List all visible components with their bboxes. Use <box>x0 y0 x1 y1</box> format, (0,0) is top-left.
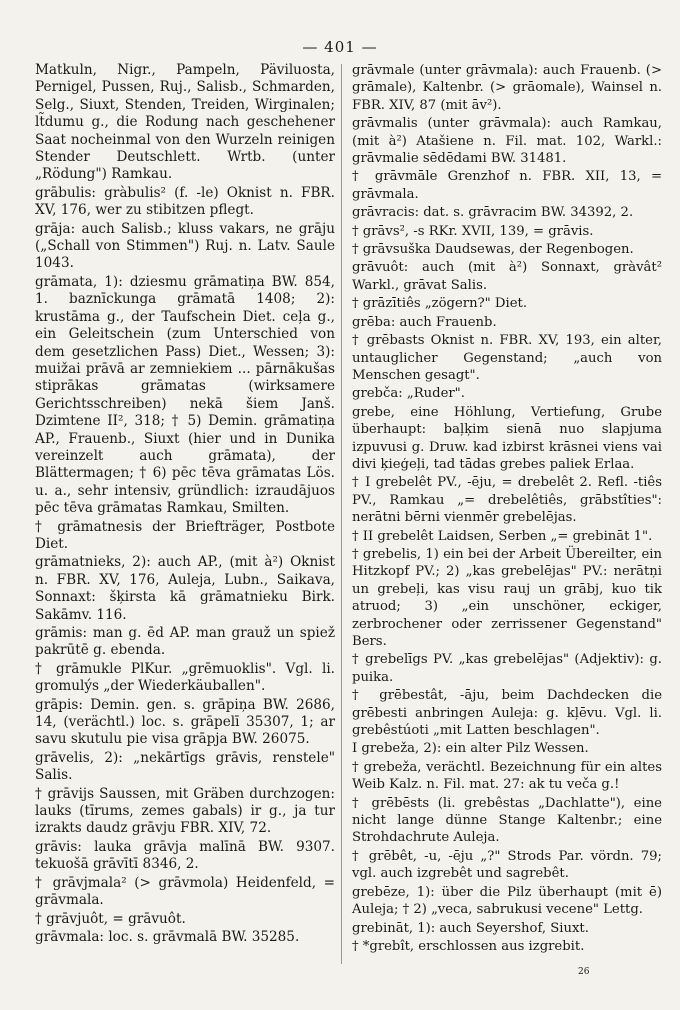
dictionary-entry: grāmatnieks, 2): auch AP., (mit à²) Oknist n. FBR. XV, 176, Auleja, Lubn., Saikava, Sonnaxt: šķirsta kā grāmatnieku Birk. Sakāmv. 116. <box>35 554 335 623</box>
column-divider <box>341 64 342 964</box>
dictionary-entry: † grāmatnesis der Briefträger, Postbote Diet. <box>35 518 335 552</box>
dictionary-entry: † grāzītiês „zögern?" Diet. <box>352 296 528 312</box>
dictionary-entry: grebe, eine Höhlung, Vertiefung, Grube überhaupt: baļķim sienā nuo slapjuma izpuvusi g. Druw. kad izbirst krāsnei viens vai divi ķieģeļi, tad tādas grebes paliek Erlaa. <box>352 404 662 472</box>
dictionary-entry: † grebeža, verächtl. Bezeichnung für ein altes Weib Kalz. n. Fil. mat. 27: ak tu veča g.! <box>352 759 662 793</box>
dictionary-entry: grāvelis, 2): „nekārtīgs grāvis, renstele" Salis. <box>35 749 335 784</box>
dictionary-entry: Matkuln, Nigr., Pampeln, Päviluosta, Pernigel, Pussen, Ruj., Salisb., Schmarden, Selg., Siuxt, Stenden, Treiden, Wirginalen; lt̃dumu g., die Rodung nach geschehener Saat nocheinmal von den Wurzeln reinigen Stender Deutschlett. Wrtb. (unter „Rödung") Ramkau. <box>35 62 335 183</box>
dictionary-entry: grāja: auch Salisb.; kluss vakars, ne grāju („Schall von Stimmen") Ruj. n. Latv. Saule 1043. <box>35 220 335 272</box>
dictionary-entry: grāmis: man g. ēd AP. man grauž un spiež pakrūtē g. ebenda. <box>35 625 335 659</box>
dictionary-entry: † grāvmāle Grenzhof n. FBR. XII, 13, = grāvmala. <box>352 169 662 202</box>
dictionary-entry: † grāvjmala² (> grāvmola) Heidenfeld, = grāvmala. <box>35 874 335 909</box>
signature-mark: 26 <box>578 967 590 977</box>
dictionary-entry: † *grebît, erschlossen aus izgrebit. <box>352 938 585 954</box>
dictionary-entry: grebināt, 1): auch Seyershof, Siuxt. <box>352 920 589 936</box>
dictionary-entry: † grāvijs Saussen, mit Gräben durchzogen: lauks (tīrums, zemes gabals) ir g., ja tur izrakts daudz grāvju FBR. XIV, 72. <box>35 785 335 837</box>
dictionary-entry: † grāvs², -s RKr. XVII, 139, = grāvis. <box>352 223 594 239</box>
dictionary-entry: † II grebelêt Laidsen, Serben „= grebināt 1". <box>352 528 653 544</box>
dictionary-entry: † grēbasts Oknist n. FBR. XV, 193, ein alter, untauglicher Gegenstand; „auch von Menschen gesagt". <box>352 333 662 383</box>
dictionary-entry: grāvracis: dat. s. grāvracim BW. 34392, 2. <box>352 205 634 221</box>
dictionary-entry: grāvuôt: auch (mit à²) Sonnaxt, gràvât² Warkl., grāvat Salis. <box>352 260 662 293</box>
dictionary-entry: grāvmalis (unter grāvmala): auch Ramkau, (mit à²) Atašiene n. Fil. mat. 102, Warkl.: grāvmalie sēdēdami BW. 31481. <box>352 116 662 167</box>
dictionary-entry: I grebeža, 2): ein alter Pilz Wessen. <box>352 741 589 757</box>
dictionary-entry: † grēbēsts (li. grebêstas „Dachlatte"), eine nicht lange dünne Stange Kaltenbr.; eine Strohdachrute Auleja. <box>352 795 662 846</box>
left-column <box>35 62 335 947</box>
dictionary-entry: † grāvjuôt, = grāvuôt. <box>35 910 186 927</box>
dictionary-entry: grebča: „Ruder". <box>352 386 465 402</box>
dictionary-entry: grāpis: Demin. gen. s. grāpiņa BW. 2686, 14, (verächtl.) loc. s. grāpelī 35307, 1; ar savu skutulu pie visa grāpja BW. 26075. <box>35 696 335 748</box>
dictionary-entry: grābulis: gràbulis² (f. -le) Oknist n. FBR. XV, 176, wer zu stibitzen pflegt. <box>35 184 335 219</box>
dictionary-entry: † grebelis, 1) ein bei der Arbeit Übereilter, ein Hitzkopf PV.; 2) „kas grebelējas" PV.: nerātņi un grebeļi, kas visu rauj un grābj, kuo tik atruod; 3) „ein unschöner, eckiger, zerbrochener oder zerrissener Gegenstand" Bers. <box>352 546 662 649</box>
dictionary-entry: † grāvsuška Daudsewas, der Regenbogen. <box>352 242 634 258</box>
dictionary-entry: grāvmala: loc. s. grāvmalā BW. 35285. <box>35 928 300 945</box>
dictionary-entry: grāvmale (unter grāvmala): auch Frauenb. (> grāmale), Kaltenbr. (> grāomale), Wainsel n. FBR. XIV, 87 (mit āv²). <box>352 63 662 113</box>
dictionary-entry: grāmata, 1): dziesmu grāmatiņa BW. 854, 1. baznīckunga grāmatā 1408; 2): krustāma g., der Taufschein Diet. ceļa g., ein Geleitschein (zum Unterschied von dem gesetzlichen Pass) Diet., Wessen; 3): muižai prāvā ar zemniekiem ... pārnākušas stiprākas grāmatas (wirksamere Gerichtsschreiben) nekā šiem Janš. Dzimtene II², 318; † 5) Demin. grāmatiņa AP., Frauenb., Siuxt (hier und in Dunika vereinzelt auch grāmata), der Blättermagen; † 6) pēc tēva grāmatas Lös. u. a., sehr intensiv, gründlich: izraudājuos pēc tēva grāmatas Ramkau, Smilten. <box>35 273 335 517</box>
dictionary-entry: † grēbestât, -āju, beim Dachdecken die grēbesti anbringen Auleja: g. kļēvu. Vgl. li. grebêstúoti „mit Latten beschlagen". <box>352 688 662 739</box>
page-number: — 401 — <box>302 38 378 56</box>
dictionary-entry: † I grebelêt PV., -ēju, = drebelêt 2. Refl. -tiês PV., Ramkau „= drebelêtiês, grābstîties": nerātni bērni vienmēr grebelējas. <box>352 475 662 526</box>
dictionary-entry: grāvis: lauka grāvja malīnā BW. 9307. tekuošā grāvītī 8346, 2. <box>35 838 335 873</box>
dictionary-entry: grēba: auch Frauenb. <box>352 314 497 330</box>
dictionary-entry: † grebelīgs PV. „kas grebelējas" (Adjektiv): g. puika. <box>352 652 662 685</box>
dictionary-entry: † grāmukle PlKur. „grēmuoklis". Vgl. li. gromulýs „der Wiederkäuballen". <box>35 660 335 695</box>
dictionary-entry: † grēbêt, -u, -ēju „?" Strods Par. vördn. 79; vgl. auch izgrebêt und sagrebêt. <box>352 848 662 882</box>
dictionary-entry: grebēze, 1): über die Pilz überhaupt (mit ē) Auleja; † 2) „veca, sabrukusi vecene" Lettg. <box>352 884 662 918</box>
right-column <box>352 62 662 956</box>
